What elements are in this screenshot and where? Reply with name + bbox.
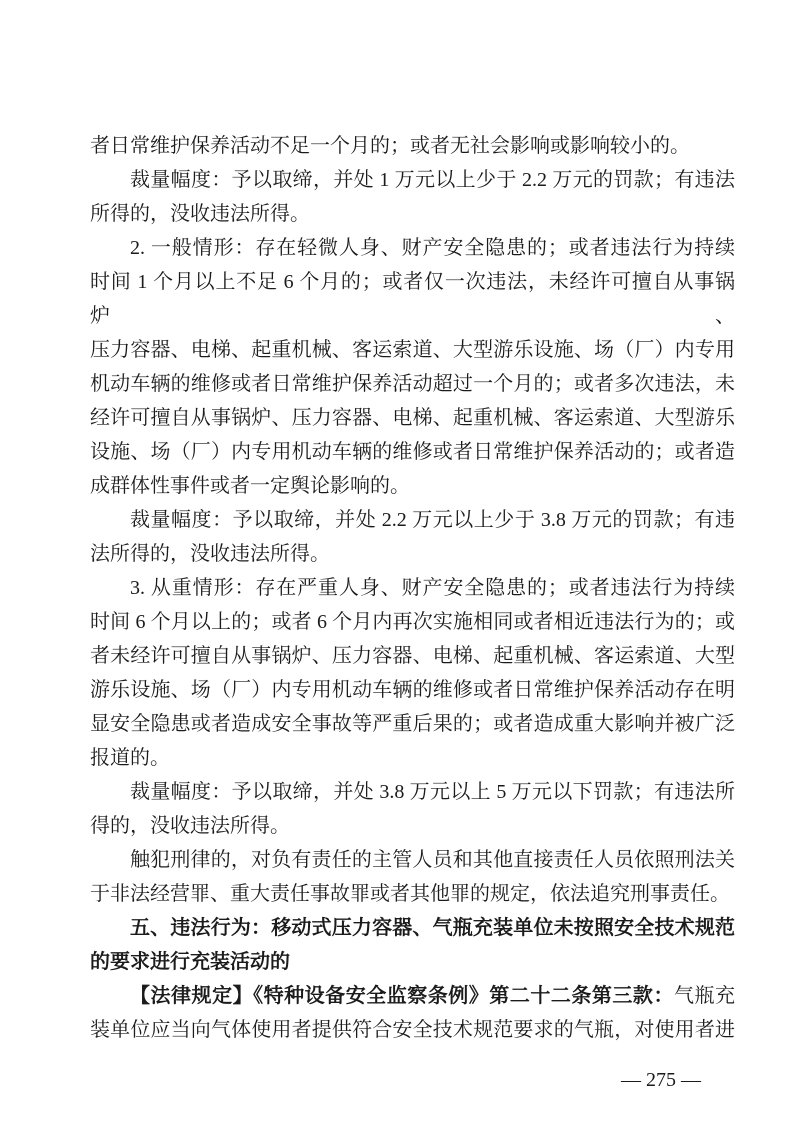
text-segment: 于非法经营罪、重大责任事故罪或者其他罪的规定，依法追究刑事责任。	[90, 883, 730, 905]
text-line	[90, 129, 735, 163]
document-body	[90, 129, 735, 1095]
text-segment: 所得的，没收违法所得。	[90, 203, 310, 225]
text-line	[90, 979, 735, 1013]
text-line	[90, 775, 735, 809]
text-line	[90, 1013, 735, 1047]
text-segment: 经许可擅自从事锅炉、压力容器、电梯、起重机械、客运索道、大型游乐	[90, 407, 735, 429]
bold-text-segment: 【法律规定】《特种设备安全监察条例》第二十二条第三款：	[130, 985, 674, 1007]
text-segment: 气瓶充	[673, 985, 736, 1007]
text-segment: 机动车辆的维修或者日常维护保养活动超过一个月的；或者多次违法，未	[90, 373, 735, 395]
text-segment: 法所得的，没收违法所得。	[90, 543, 330, 565]
bold-text-segment: 五、违法行为：移动式压力容器、气瓶充装单位未按照安全技术规范	[130, 917, 735, 939]
text-segment: 裁量幅度：予以取缔，并处 2.2 万元以上少于 3.8 万元的罚款；有违	[130, 509, 735, 531]
text-segment: 者日常维护保养活动不足一个月的；或者无社会影响或影响较小的。	[90, 135, 690, 157]
text-line	[90, 809, 735, 843]
text-line	[90, 843, 735, 877]
text-line	[90, 707, 735, 741]
text-line	[90, 741, 735, 775]
text-segment: 时间 6 个月以上的；或者 6 个月内再次实施相同或者相近违法行为的；或	[90, 611, 735, 633]
text-line	[90, 571, 735, 605]
text-segment: 成群体性事件或者一定舆论影响的。	[90, 475, 410, 497]
text-line	[90, 605, 735, 639]
text-line	[90, 401, 735, 435]
bold-text-segment: 的要求进行充装活动的	[90, 951, 290, 973]
text-line	[90, 367, 735, 401]
text-segment: 显安全隐患或者造成安全事故等严重后果的；或者造成重大影响并被广泛	[90, 713, 735, 735]
text-line	[90, 537, 735, 571]
text-segment: 得的，没收违法所得。	[90, 815, 290, 837]
text-line	[90, 469, 735, 503]
text-block	[90, 129, 735, 1047]
text-line	[90, 231, 735, 265]
page-number: — 275 —	[621, 1069, 701, 1091]
text-line	[90, 911, 735, 945]
text-line	[90, 639, 735, 673]
text-line	[90, 163, 735, 197]
text-segment: 3. 从重情形：存在严重人身、财产安全隐患的；或者违法行为持续	[130, 577, 735, 599]
text-segment: 装单位应当向气体使用者提供符合安全技术规范要求的气瓶，对使用者进	[90, 1019, 735, 1041]
text-segment: 裁量幅度：予以取缔，并处 1 万元以上少于 2.2 万元的罚款；有违法	[130, 169, 735, 191]
text-line	[90, 197, 735, 231]
text-segment: 报道的。	[90, 747, 170, 769]
text-segment: 游乐设施、场（厂）内专用机动车辆的维修或者日常维护保养活动存在明	[90, 679, 735, 701]
text-line	[90, 435, 735, 469]
text-segment: 裁量幅度：予以取缔，并处 3.8 万元以上 5 万元以下罚款；有违法所	[130, 781, 735, 803]
text-segment: 触犯刑律的，对负有责任的主管人员和其他直接责任人员依照刑法关	[130, 849, 735, 871]
text-line	[90, 673, 735, 707]
text-line	[90, 503, 735, 537]
text-line	[90, 265, 735, 333]
text-line	[90, 945, 735, 979]
text-line	[90, 877, 735, 911]
text-segment: 2. 一般情形：存在轻微人身、财产安全隐患的；或者违法行为持续	[130, 237, 735, 259]
text-segment: 时间 1 个月以上不足 6 个月的；或者仅一次违法，未经许可擅自从事锅炉、	[90, 271, 735, 327]
text-segment: 压力容器、电梯、起重机械、客运索道、大型游乐设施、场（厂）内专用	[90, 339, 735, 361]
page-footer	[90, 1065, 735, 1095]
text-segment: 设施、场（厂）内专用机动车辆的维修或者日常维护保养活动的；或者造	[90, 441, 735, 463]
text-line	[90, 333, 735, 367]
text-segment: 者未经许可擅自从事锅炉、压力容器、电梯、起重机械、客运索道、大型	[90, 645, 735, 667]
